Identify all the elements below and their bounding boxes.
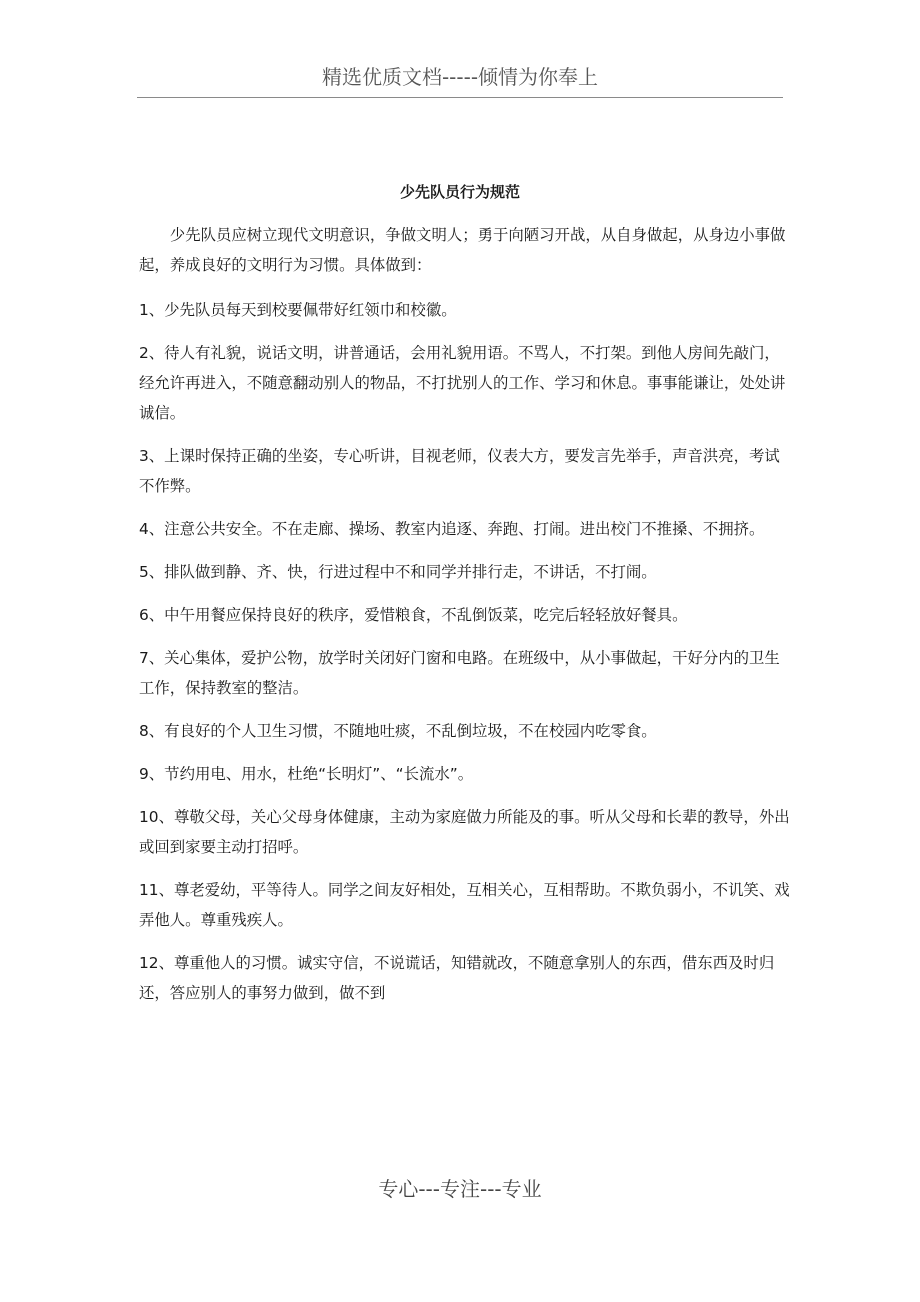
rule-item-12: 12、尊重他人的习惯。诚实守信，不说谎话，知错就改，不随意拿别人的东西，借东西及时归还，答应别人的事努力做到，做不到 [139, 954, 775, 1002]
rule-item-10: 10、尊敬父母，关心父母身体健康，主动为家庭做力所能及的事。听从父母和长辈的教导，外出或回到家要主动打招呼。 [139, 808, 790, 856]
page-footer: 专心---专注---专业 [378, 1177, 542, 1201]
rule-item-9: 9、节约用电、用水，杜绝“长明灯”、“长流水”。 [139, 765, 474, 783]
rule-item-1: 1、少先队员每天到校要佩带好红领巾和校徽。 [139, 301, 457, 319]
rule-item-11: 11、尊老爱幼，平等待人。同学之间友好相处，互相关心，互相帮助。不欺负弱小，不讥笑、戏弄他人。尊重残疾人。 [139, 881, 790, 929]
page-header: 精选优质文档-----倾情为你奉上 [321, 65, 599, 89]
document-body [139, 220, 791, 1021]
header-divider [137, 97, 783, 98]
document-title: 少先队员行为规范 [399, 183, 520, 201]
rule-item-6: 6、中午用餐应保持良好的秩序，爱惜粮食，不乱倒饭菜，吃完后轻轻放好餐具。 [139, 606, 688, 624]
rule-item-2: 2、待人有礼貌，说话文明，讲普通话，会用礼貌用语。不骂人，不打架。到他人房间先敲门，经允许再进入，不随意翻动别人的物品，不打扰别人的工作、学习和休息。事事能谦让，处处讲诚信。 [139, 344, 786, 422]
rule-item-8: 8、有良好的个人卫生习惯，不随地吐痰，不乱倒垃圾，不在校园内吃零食。 [139, 722, 657, 740]
rule-item-5: 5、排队做到静、齐、快，行进过程中不和同学并排行走，不讲话，不打闹。 [139, 563, 657, 581]
intro-paragraph: 少先队员应树立现代文明意识，争做文明人；勇于向陋习开战，从自身做起，从身边小事做起，养成良好的文明行为习惯。具体做到： [139, 226, 786, 274]
rule-item-3: 3、上课时保持正确的坐姿，专心听讲，目视老师，仪表大方，要发言先举手，声音洪亮，考试不作弊。 [139, 447, 780, 495]
rule-item-4: 4、注意公共安全。不在走廊、操场、教室内追逐、奔跑、打闹。进出校门不推搡、不拥挤。 [139, 520, 765, 538]
rule-item-7: 7、关心集体，爱护公物，放学时关闭好门窗和电路。在班级中，从小事做起，干好分内的卫生工作，保持教室的整洁。 [139, 649, 780, 697]
